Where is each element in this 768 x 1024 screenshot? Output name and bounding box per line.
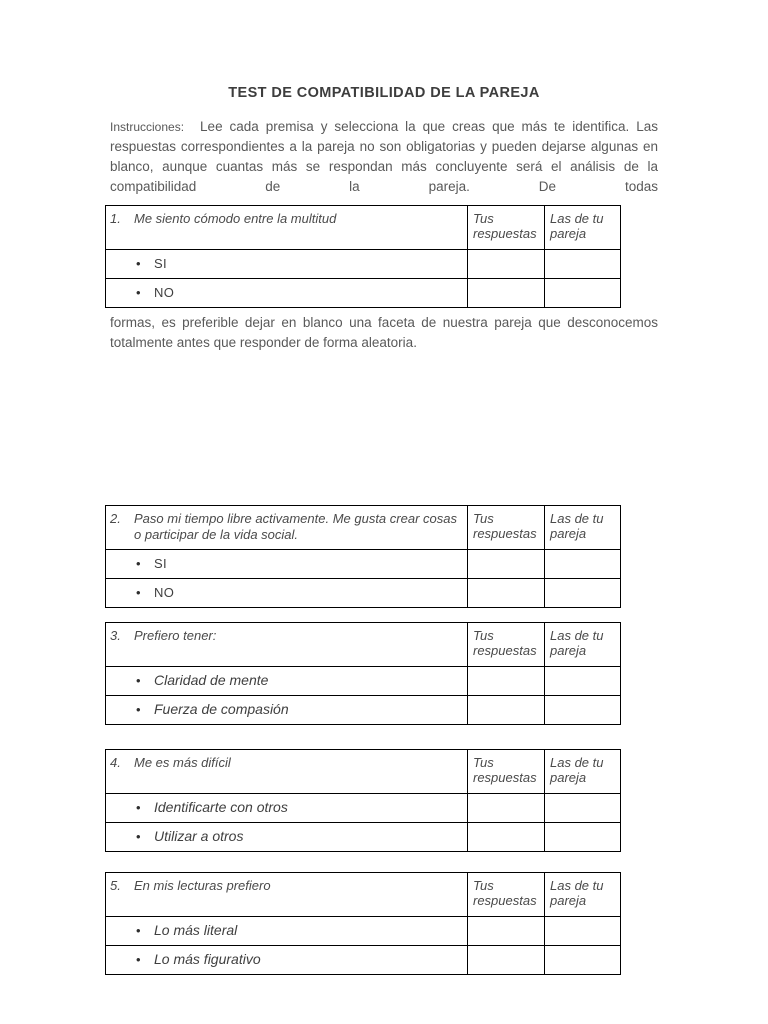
answer-cell-your — [468, 917, 545, 946]
table-row — [106, 550, 621, 579]
bullet-icon — [136, 799, 154, 817]
header-cell-your-answers: Tus respuestas — [468, 873, 545, 917]
option-label: Fuerza de compasión — [154, 701, 289, 717]
option-cell — [106, 917, 468, 946]
question-number: 2. — [110, 511, 121, 526]
header-cell-your-answers: Tus respuestas — [468, 750, 545, 794]
bullet-icon — [136, 951, 154, 969]
bullet-icon — [136, 701, 154, 719]
option-label: Lo más figurativo — [154, 951, 261, 967]
header-cell-your-answers: Tus respuestas — [468, 206, 545, 250]
answer-cell-partner — [545, 667, 621, 696]
question-number: 1. — [110, 211, 121, 226]
option-label: Claridad de mente — [154, 672, 269, 688]
table-row — [106, 623, 621, 667]
bullet-icon — [136, 584, 154, 602]
answer-cell-your — [468, 667, 545, 696]
table-row — [106, 794, 621, 823]
question-number: 3. — [110, 628, 121, 643]
header-cell-partner-answers: Las de tu pareja — [545, 873, 621, 917]
answer-cell-partner — [545, 917, 621, 946]
question-text: Prefiero tener: — [134, 628, 217, 643]
option-cell — [106, 550, 468, 579]
table-row — [106, 873, 621, 917]
question-text: En mis lecturas prefiero — [134, 878, 271, 893]
option-label: Utilizar a otros — [154, 828, 244, 844]
table-row — [106, 917, 621, 946]
bullet-icon — [136, 828, 154, 846]
question-cell — [106, 623, 468, 667]
header-cell-your-answers: Tus respuestas — [468, 506, 545, 550]
question-text: Me siento cómodo entre la multitud — [134, 211, 337, 226]
option-cell — [106, 250, 468, 279]
option-cell — [106, 696, 468, 725]
question-table-3 — [105, 622, 621, 725]
answer-cell-your — [468, 794, 545, 823]
answer-cell-your — [468, 579, 545, 608]
instructions-paragraph-2: formas, es preferible dejar en blanco una faceta de nuestra pareja que desconocemos totalmente antes que responder de forma aleatoria. — [110, 315, 658, 350]
question-table-5 — [105, 872, 621, 975]
instructions-paragraph-1 — [110, 117, 658, 197]
question-text: Paso mi tiempo libre activamente. Me gusta crear cosas o participar de la vida social. — [134, 511, 457, 542]
option-label: NO — [154, 285, 175, 300]
question-cell — [106, 506, 468, 550]
question-number: 4. — [110, 755, 121, 770]
table-row — [106, 667, 621, 696]
answer-cell-your — [468, 823, 545, 852]
answer-cell-partner — [545, 946, 621, 975]
option-cell — [106, 279, 468, 308]
answer-cell-partner — [545, 250, 621, 279]
question-table-2 — [105, 505, 621, 608]
table-row — [106, 206, 621, 250]
instructions-label: Instrucciones: — [110, 120, 185, 134]
header-cell-partner-answers: Las de tu pareja — [545, 206, 621, 250]
option-cell — [106, 579, 468, 608]
bullet-icon — [136, 555, 154, 573]
header-cell-partner-answers: Las de tu pareja — [545, 623, 621, 667]
answer-cell-your — [468, 250, 545, 279]
table-row — [106, 696, 621, 725]
table-row — [106, 823, 621, 852]
option-label: NO — [154, 585, 175, 600]
option-label: SI — [154, 256, 167, 271]
bullet-icon — [136, 255, 154, 273]
answer-cell-partner — [545, 823, 621, 852]
question-number: 5. — [110, 878, 121, 893]
question-table-4 — [105, 749, 621, 852]
bullet-icon — [136, 284, 154, 302]
page-title: TEST DE COMPATIBILIDAD DE LA PAREJA — [228, 85, 540, 101]
answer-cell-your — [468, 696, 545, 725]
table-row — [106, 946, 621, 975]
table-row — [106, 250, 621, 279]
answer-cell-partner — [545, 696, 621, 725]
answer-cell-partner — [545, 579, 621, 608]
option-cell — [106, 823, 468, 852]
question-table-1 — [105, 205, 621, 308]
bullet-icon — [136, 922, 154, 940]
answer-cell-partner — [545, 794, 621, 823]
answer-cell-your — [468, 279, 545, 308]
header-cell-partner-answers: Las de tu pareja — [545, 506, 621, 550]
table-row — [106, 279, 621, 308]
header-cell-partner-answers: Las de tu pareja — [545, 750, 621, 794]
option-label: Identificarte con otros — [154, 799, 288, 815]
bullet-icon — [136, 672, 154, 690]
answer-cell-partner — [545, 550, 621, 579]
option-cell — [106, 794, 468, 823]
table-row — [106, 506, 621, 550]
option-cell — [106, 946, 468, 975]
table-row — [106, 750, 621, 794]
question-cell — [106, 206, 468, 250]
option-label: Lo más literal — [154, 922, 238, 938]
question-cell — [106, 873, 468, 917]
instructions-text-1: Lee cada premisa y selecciona la que creas que más te identifica. Las respuestas correspondientes a la pareja no son obligatorias y pueden dejarse algunas en blanco, aunque cuantas más se respondan más concluyente será el análisis de la compatibilidad de la pareja. De todas — [110, 119, 658, 194]
header-cell-your-answers: Tus respuestas — [468, 623, 545, 667]
answer-cell-your — [468, 946, 545, 975]
answer-cell-partner — [545, 279, 621, 308]
answer-cell-your — [468, 550, 545, 579]
question-text: Me es más difícil — [134, 755, 231, 770]
option-label: SI — [154, 556, 167, 571]
table-row — [106, 579, 621, 608]
option-cell — [106, 667, 468, 696]
question-cell — [106, 750, 468, 794]
